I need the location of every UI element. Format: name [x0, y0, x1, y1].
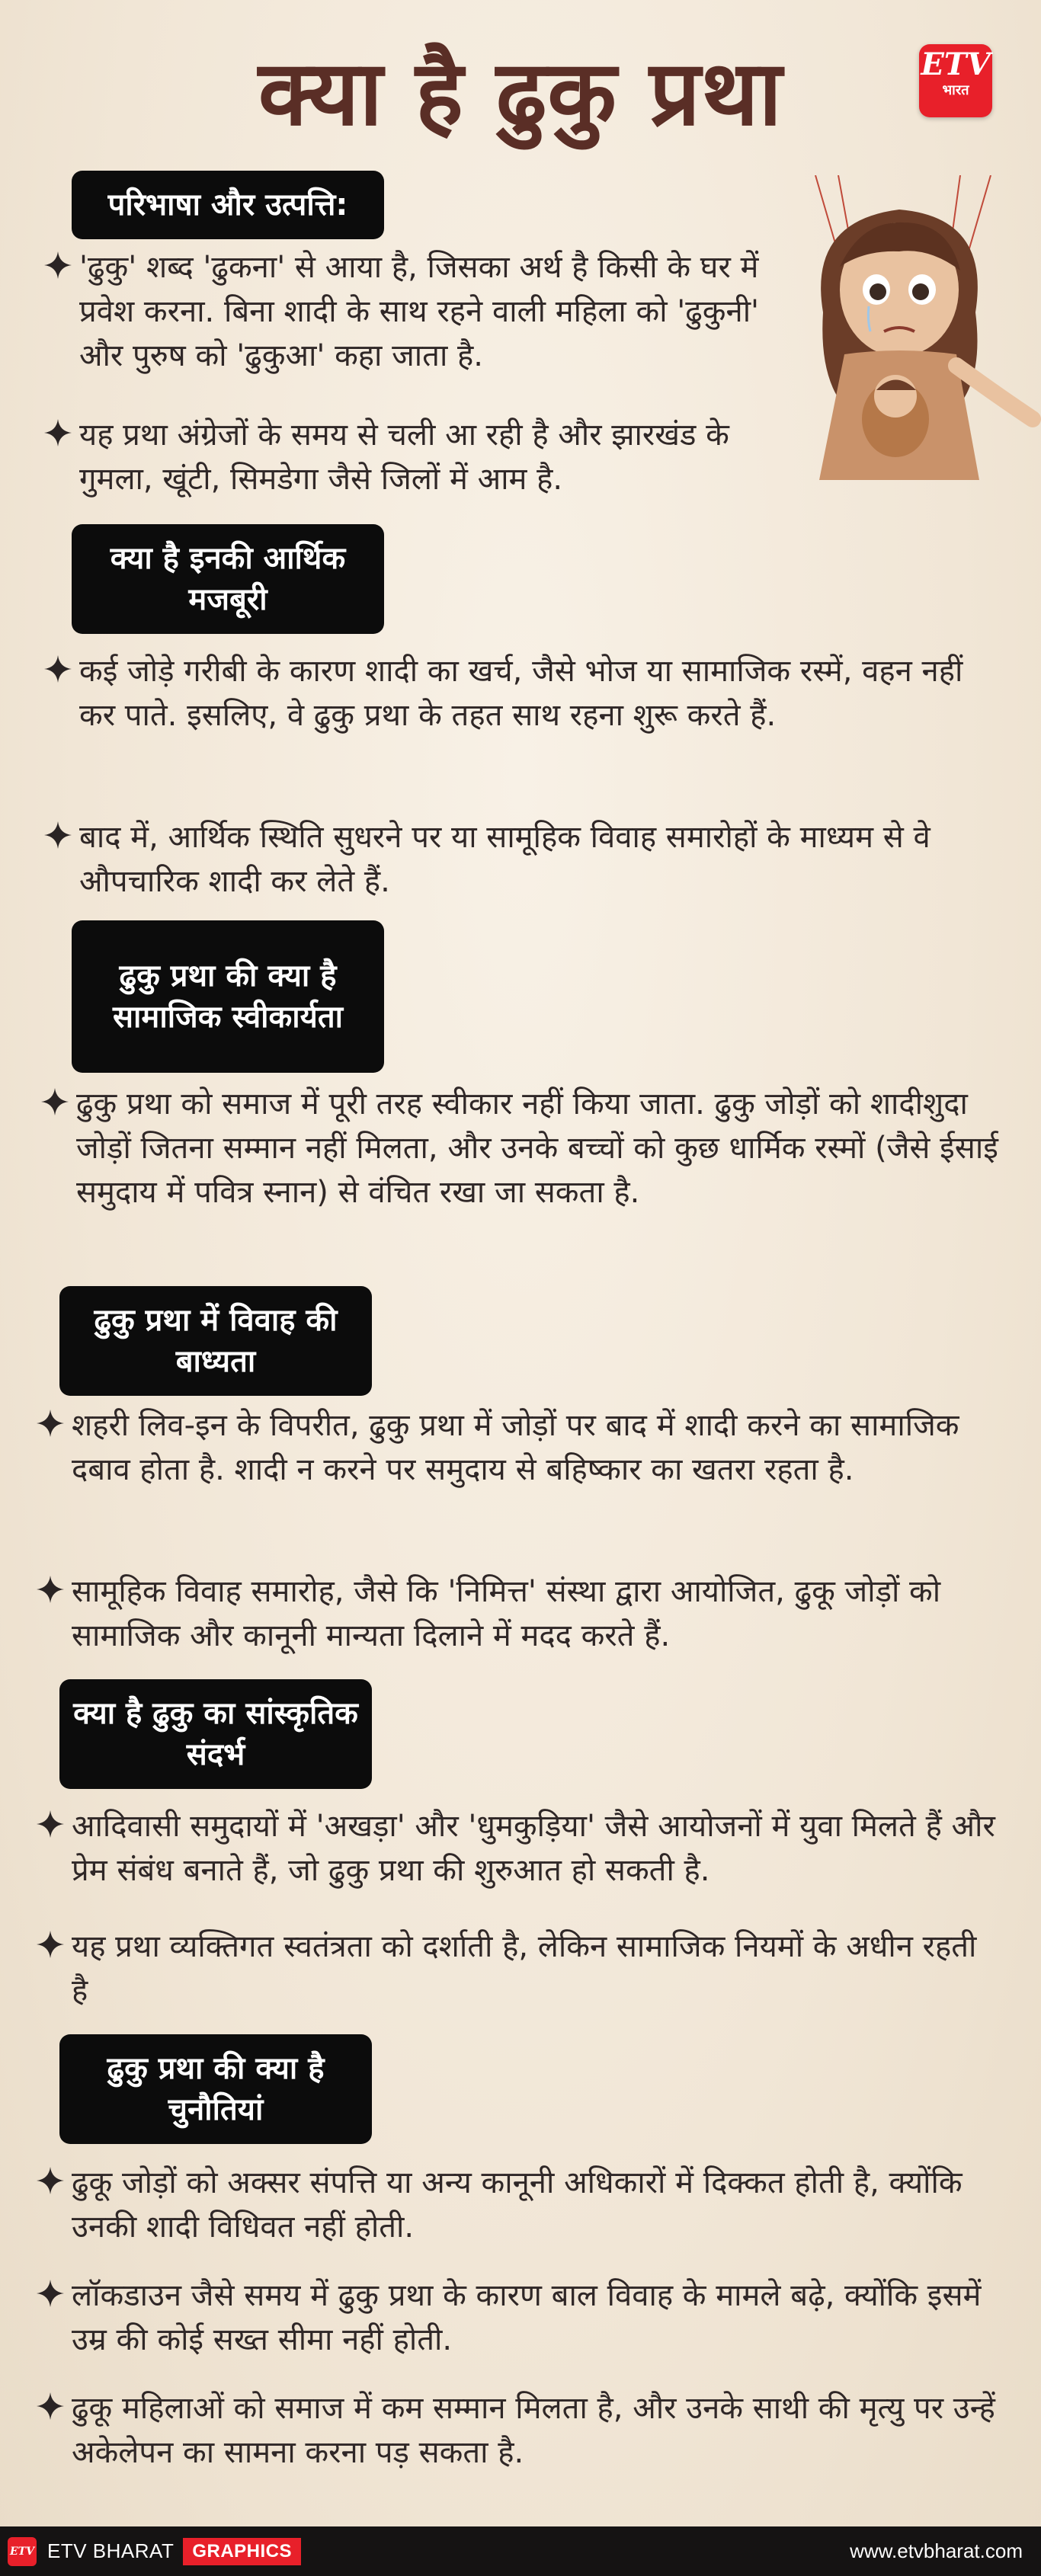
bullet-item: [72, 2274, 1001, 2362]
bullet-item: [79, 649, 994, 738]
bullet-text: लॉकडाउन जैसे समय में ढुकु प्रथा के कारण बाल विवाह के मामले बढ़े, क्योंकि इसमें उम्र की कोई सख्त सीमा नहीं होती.: [72, 2278, 982, 2357]
section-header-definition: परिभाषा और उत्पत्ति:: [72, 171, 384, 239]
footer-bar: [0, 2526, 1041, 2576]
four-point-star-icon: [40, 1086, 70, 1117]
footer-logo: ETV: [8, 2537, 37, 2566]
bullet-text: यह प्रथा अंग्रेजों के समय से चली आ रही है और झारखंड के गुमला, खूंटी, सिमडेगा जैसे जिलों में आम है.: [79, 418, 729, 497]
four-point-star-icon: [35, 1929, 66, 1960]
logo-bharat-text: भारत: [942, 82, 969, 98]
section-header-cultural-context: क्या है ढुकु का सांस्कृतिक संदर्भ: [59, 1679, 372, 1789]
bullet-text: सामूहिक विवाह समारोह, जैसे कि 'निमित्त' संस्था द्वारा आयोजित, ढुकू जोड़ों को सामाजिक और कानूनी मान्यता दिलाने में मदद करते हैं.: [72, 1574, 941, 1653]
bullet-item: [72, 1804, 1001, 1893]
bullet-item: [72, 1570, 1001, 1658]
bullet-text: शहरी लिव-इन के विपरीत, ढुकु प्रथा में जोड़ों पर बाद में शादी करने का सामाजिक दबाव होता है. शादी न करने पर समुदाय से बहिष्कार का खतरा रहता है.: [72, 1408, 959, 1487]
bullet-item: [72, 1925, 1001, 2013]
four-point-star-icon: [35, 1809, 66, 1839]
bullet-item: [72, 2161, 1001, 2249]
footer-graphics-badge: GRAPHICS: [183, 2538, 301, 2565]
logo-etv-text: ETV: [921, 46, 991, 82]
bullet-text: 'ढुकु' शब्द 'ढुकना' से आया है, जिसका अर्थ है किसी के घर में प्रवेश करना. बिना शादी के साथ रहने वाली महिला को 'ढुकुनी' और पुरुष को 'ढुकुआ' कहा जाता है.: [79, 250, 760, 373]
four-point-star-icon: [35, 2278, 66, 2309]
section-header-economic: क्या है इनकी आर्थिक मजबूरी: [72, 524, 384, 634]
section-header-challenges: ढुकु प्रथा की क्या है चुनौतियां: [59, 2034, 372, 2144]
four-point-star-icon: [35, 1574, 66, 1605]
bullet-text: ढुकु प्रथा को समाज में पूरी तरह स्वीकार नहीं किया जाता. ढुकु जोड़ों को शादीशुदा जोड़ों जितना सम्मान नहीं मिलता, और उनके बच्चों को कुछ धार्मिक रस्मों (जैसे ईसाई समुदाय में पवित्र स्नान) से वंचित रखा जा सकता है.: [76, 1086, 998, 1210]
four-point-star-icon: [43, 250, 73, 280]
bullet-text: ढुकू जोड़ों को अक्सर संपत्ति या अन्य कानूनी अधिकारों में दिक्कत होती है, क्योंकि उनकी शादी विधिवत नहीं होती.: [72, 2165, 963, 2245]
bullet-item: [79, 245, 788, 378]
footer-website-link[interactable]: www.etvbharat.com: [850, 2539, 1023, 2562]
bullet-item: [72, 2386, 1001, 2475]
page-title: क्या है ढुकु प्रथा: [258, 40, 783, 146]
four-point-star-icon: [43, 820, 73, 850]
four-point-star-icon: [35, 2391, 66, 2421]
four-point-star-icon: [43, 654, 73, 684]
bullet-text: ढुकू महिलाओं को समाज में कम सम्मान मिलता है, और उनके साथी की मृत्यु पर उन्हें अकेलेपन का सामना करना पड़ सकता है.: [72, 2391, 995, 2470]
section-header-social-acceptance: ढुकु प्रथा की क्या है सामाजिक स्वीकार्यता: [72, 920, 384, 1073]
four-point-star-icon: [35, 1408, 66, 1438]
bullet-text: कई जोड़े गरीबी के कारण शादी का खर्च, जैसे भोज या सामाजिक रस्में, वहन नहीं कर पाते. इसलिए, वे ढुकु प्रथा के तहत साथ रहना शुरू करते हैं.: [79, 654, 963, 733]
footer-brand: ETV BHARAT: [47, 2539, 175, 2562]
bullet-item: [79, 413, 788, 501]
bullet-item: [72, 1403, 1001, 1492]
section-header-marriage-obligation: ढुकु प्रथा में विवाह की बाध्यता: [59, 1286, 372, 1396]
four-point-star-icon: [35, 2165, 66, 2196]
bullet-text: यह प्रथा व्यक्तिगत स्वतंत्रता को दर्शाती है, लेकिन सामाजिक नियमों के अधीन रहती है: [72, 1929, 977, 2008]
four-point-star-icon: [43, 418, 73, 448]
bullet-item: [79, 815, 994, 904]
bullet-text: बाद में, आर्थिक स्थिति सुधरने पर या सामूहिक विवाह समारोहों के माध्यम से वे औपचारिक शादी कर लेते हैं.: [79, 820, 930, 899]
crying-puppet-girl-illustration: [770, 175, 1041, 480]
bullet-item: [76, 1082, 998, 1214]
etv-bharat-logo: [919, 44, 992, 117]
bullet-text: आदिवासी समुदायों में 'अखड़ा' और 'धुमकुड़िया' जैसे आयोजनों में युवा मिलते हैं और प्रेम संबंध बनाते हैं, जो ढुकु प्रथा की शुरुआत हो सकती है.: [72, 1809, 995, 1888]
